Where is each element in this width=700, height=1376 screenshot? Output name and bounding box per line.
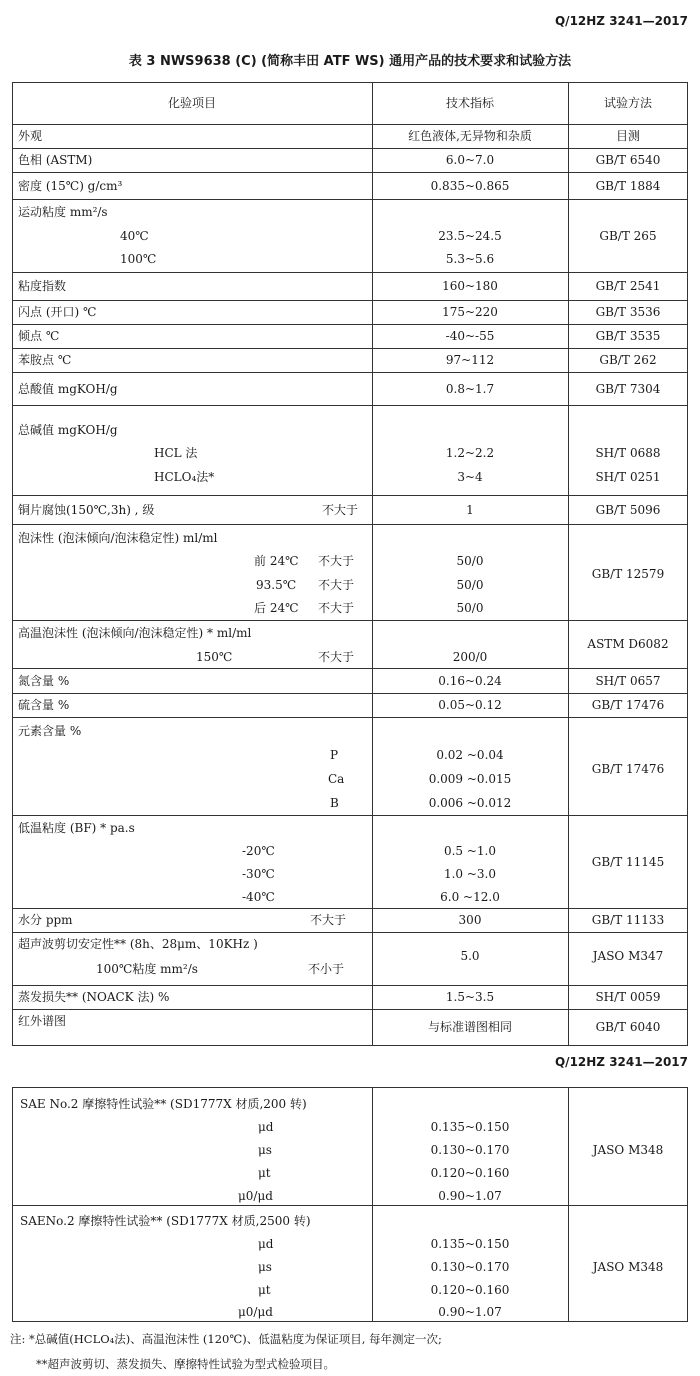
row-elements-el-3: B bbox=[330, 796, 339, 810]
spec-table bbox=[12, 82, 688, 1046]
row-hfoam-spec: 200/0 bbox=[452, 650, 488, 664]
row-appearance-item: 外观 bbox=[18, 129, 43, 143]
friction-2-spec-3: 0.120~0.160 bbox=[430, 1283, 510, 1297]
row-tan-spec: 0.8~1.7 bbox=[445, 382, 495, 396]
row-foam-item: 泡沫性 (泡沫倾向/泡沫稳定性) ml/ml bbox=[18, 531, 218, 545]
row-lowtemp-temp-3: -40℃ bbox=[242, 890, 275, 904]
row-lowtemp-temp-1: -20℃ bbox=[242, 844, 275, 858]
row-shear-spec: 5.0 bbox=[460, 949, 480, 963]
friction-2-item: SAENo.2 摩擦特性试验** (SD1777X 材质,2500 转) bbox=[20, 1214, 311, 1228]
friction-1-sym-2: μs bbox=[258, 1143, 272, 1157]
row-hfoam-temp: 150℃ bbox=[196, 650, 233, 664]
friction-1-method: JASO M348 bbox=[592, 1143, 664, 1157]
row-lowtemp-spec-2: 1.0 ~3.0 bbox=[443, 867, 497, 881]
row-foam-spec-2: 50/0 bbox=[456, 578, 484, 592]
row-foam-temp-3: 后 24℃ bbox=[254, 601, 299, 615]
row-elements-el-2: Ca bbox=[328, 772, 345, 786]
row-ir-spec: 与标准谱图相同 bbox=[427, 1020, 512, 1034]
row-shear-method: JASO M347 bbox=[592, 949, 664, 963]
friction-2-sym-1: μd bbox=[258, 1237, 274, 1251]
row-flash-item: 闪点 (开口) ℃ bbox=[18, 305, 97, 319]
row-viscosity-sub2: 100℃ bbox=[120, 252, 157, 266]
friction-1-sym-4: μ0/μd bbox=[238, 1189, 273, 1203]
row-flash-spec: 175~220 bbox=[442, 305, 498, 319]
row-tbn-method1: SH/T 0688 bbox=[595, 446, 661, 460]
row-nitrogen-method: SH/T 0657 bbox=[595, 674, 661, 688]
friction-2-sym-4: μ0/μd bbox=[238, 1305, 273, 1319]
friction-2-spec-4: 0.90~1.07 bbox=[438, 1305, 502, 1319]
header-spec: 技术指标 bbox=[445, 96, 494, 110]
row-tbn-method2: SH/T 0251 bbox=[595, 470, 661, 484]
row-density-item: 密度 (15℃) g/cm³ bbox=[18, 179, 123, 193]
row-lowtemp-spec-1: 0.5 ~1.0 bbox=[443, 844, 497, 858]
row-copper-limit: 不大于 bbox=[322, 503, 359, 517]
row-lowtemp-method: GB/T 11145 bbox=[591, 855, 665, 869]
header-method: 试验方法 bbox=[603, 96, 652, 110]
row-vi-method: GB/T 2541 bbox=[595, 279, 661, 293]
row-pour-method: GB/T 3535 bbox=[595, 329, 661, 343]
row-copper-item: 铜片腐蚀(150℃,3h) , 级 bbox=[18, 503, 155, 517]
row-hfoam-item: 高温泡沫性 (泡沫倾向/泡沫稳定性) * ml/ml bbox=[18, 626, 252, 640]
row-tbn-item: 总碱值 mgKOH/g bbox=[18, 423, 118, 437]
row-hfoam-limit: 不大于 bbox=[318, 650, 355, 664]
row-elements-method: GB/T 17476 bbox=[591, 762, 665, 776]
row-elements-spec-3: 0.006 ~0.012 bbox=[428, 796, 512, 810]
row-tbn-spec1: 1.2~2.2 bbox=[445, 446, 495, 460]
row-tan-item: 总酸值 mgKOH/g bbox=[18, 382, 118, 396]
row-elements-spec-1: 0.02 ~0.04 bbox=[436, 748, 504, 762]
row-tbn-spec2: 3~4 bbox=[457, 470, 483, 484]
friction-1-sym-1: μd bbox=[258, 1120, 274, 1134]
document-code-continued: Q/12HZ 3241—2017 bbox=[554, 1055, 688, 1069]
row-viscosity-method: GB/T 265 bbox=[599, 229, 657, 243]
row-elements-el-1: P bbox=[330, 748, 339, 762]
row-appearance-spec: 红色液体,无异物和杂质 bbox=[408, 129, 532, 143]
table-title: 表 3 NWS9638 (C) (简称丰田 ATF WS) 通用产品的技术要求和试验方法 bbox=[128, 54, 572, 69]
friction-1-spec-2: 0.130~0.170 bbox=[430, 1143, 510, 1157]
friction-2-spec-1: 0.135~0.150 bbox=[430, 1237, 510, 1251]
row-foam-temp-1: 前 24℃ bbox=[254, 554, 299, 568]
row-ir-method: GB/T 6040 bbox=[595, 1020, 661, 1034]
row-foam-method: GB/T 12579 bbox=[591, 567, 665, 581]
friction-2-sym-3: μt bbox=[258, 1283, 271, 1297]
row-shear-sub: 100℃粘度 mm²/s bbox=[96, 962, 198, 976]
row-water-item: 水分 ppm bbox=[18, 913, 73, 927]
row-color-method: GB/T 6540 bbox=[595, 153, 661, 167]
row-vi-item: 粘度指数 bbox=[18, 279, 67, 293]
row-foam-temp-2: 93.5℃ bbox=[256, 578, 297, 592]
row-appearance-method: 目测 bbox=[615, 129, 640, 143]
row-tbn-sub2: HCLO₄法* bbox=[154, 470, 215, 484]
row-sulfur-item: 硫含量 % bbox=[18, 698, 70, 712]
friction-table bbox=[12, 1087, 688, 1322]
footnote-1: 注: *总碱值(HCLO₄法)、高温泡沫性 (120℃)、低温粘度为保证项目, 每年测定一次; bbox=[10, 1332, 442, 1346]
row-nitrogen-spec: 0.16~0.24 bbox=[438, 674, 502, 688]
row-foam-limit-2: 不大于 bbox=[318, 578, 355, 592]
row-aniline-method: GB/T 262 bbox=[599, 353, 657, 367]
row-foam-spec-3: 50/0 bbox=[456, 601, 484, 615]
friction-2-method: JASO M348 bbox=[592, 1260, 664, 1274]
row-flash-method: GB/T 3536 bbox=[595, 305, 661, 319]
row-evap-method: SH/T 0059 bbox=[595, 990, 661, 1004]
row-foam-spec-1: 50/0 bbox=[456, 554, 484, 568]
row-color-item: 色相 (ASTM) bbox=[18, 153, 93, 167]
row-lowtemp-spec-3: 6.0 ~12.0 bbox=[440, 890, 500, 904]
friction-1-spec-1: 0.135~0.150 bbox=[430, 1120, 510, 1134]
row-lowtemp-temp-2: -30℃ bbox=[242, 867, 275, 881]
row-sulfur-method: GB/T 17476 bbox=[591, 698, 665, 712]
row-lowtemp-item: 低温粘度 (BF) * pa.s bbox=[18, 821, 135, 835]
row-ir-item: 红外谱图 bbox=[18, 1014, 67, 1028]
footnote-2: **超声波剪切、蒸发损失、摩擦特性试验为型式检验项目。 bbox=[36, 1357, 335, 1371]
row-evap-spec: 1.5~3.5 bbox=[445, 990, 495, 1004]
row-aniline-item: 苯胺点 ℃ bbox=[18, 353, 72, 367]
row-color-spec: 6.0~7.0 bbox=[445, 153, 495, 167]
header-item: 化验项目 bbox=[167, 96, 216, 110]
row-pour-item: 倾点 ℃ bbox=[18, 329, 60, 343]
friction-1-sym-3: μt bbox=[258, 1166, 271, 1180]
row-shear-limit: 不小于 bbox=[308, 962, 345, 976]
row-aniline-spec: 97~112 bbox=[445, 353, 495, 367]
row-copper-spec: 1 bbox=[466, 503, 474, 517]
friction-2-spec-2: 0.130~0.170 bbox=[430, 1260, 510, 1274]
row-elements-spec-2: 0.009 ~0.015 bbox=[428, 772, 512, 786]
row-tbn-sub1: HCL 法 bbox=[154, 446, 198, 460]
row-vi-spec: 160~180 bbox=[442, 279, 498, 293]
row-pour-spec: -40~-55 bbox=[445, 329, 495, 343]
row-copper-method: GB/T 5096 bbox=[595, 503, 661, 517]
friction-1-spec-3: 0.120~0.160 bbox=[430, 1166, 510, 1180]
row-sulfur-spec: 0.05~0.12 bbox=[438, 698, 502, 712]
row-viscosity-spec1: 23.5~24.5 bbox=[438, 229, 502, 243]
row-density-method: GB/T 1884 bbox=[595, 179, 661, 193]
row-viscosity-item: 运动粘度 mm²/s bbox=[18, 205, 108, 219]
row-water-limit: 不大于 bbox=[310, 913, 347, 927]
row-tan-method: GB/T 7304 bbox=[595, 382, 661, 396]
row-shear-item: 超声波剪切安定性** (8h、28μm、10KHz ) bbox=[18, 937, 258, 951]
row-foam-limit-3: 不大于 bbox=[318, 601, 355, 615]
friction-1-spec-4: 0.90~1.07 bbox=[438, 1189, 502, 1203]
row-density-spec: 0.835~0.865 bbox=[430, 179, 510, 193]
row-water-spec: 300 bbox=[458, 913, 482, 927]
row-viscosity-sub1: 40℃ bbox=[120, 229, 149, 243]
row-water-method: GB/T 11133 bbox=[591, 913, 665, 927]
document-code: Q/12HZ 3241—2017 bbox=[554, 14, 688, 28]
row-hfoam-method: ASTM D6082 bbox=[587, 637, 669, 651]
row-elements-item: 元素含量 % bbox=[18, 724, 82, 738]
friction-2-sym-2: μs bbox=[258, 1260, 272, 1274]
row-nitrogen-item: 氮含量 % bbox=[18, 674, 70, 688]
friction-1-item: SAE No.2 摩擦特性试验** (SD1777X 材质,200 转) bbox=[20, 1097, 307, 1111]
row-evap-item: 蒸发损失** (NOACK 法) % bbox=[18, 990, 170, 1004]
row-viscosity-spec2: 5.3~5.6 bbox=[445, 252, 495, 266]
row-foam-limit-1: 不大于 bbox=[318, 554, 355, 568]
